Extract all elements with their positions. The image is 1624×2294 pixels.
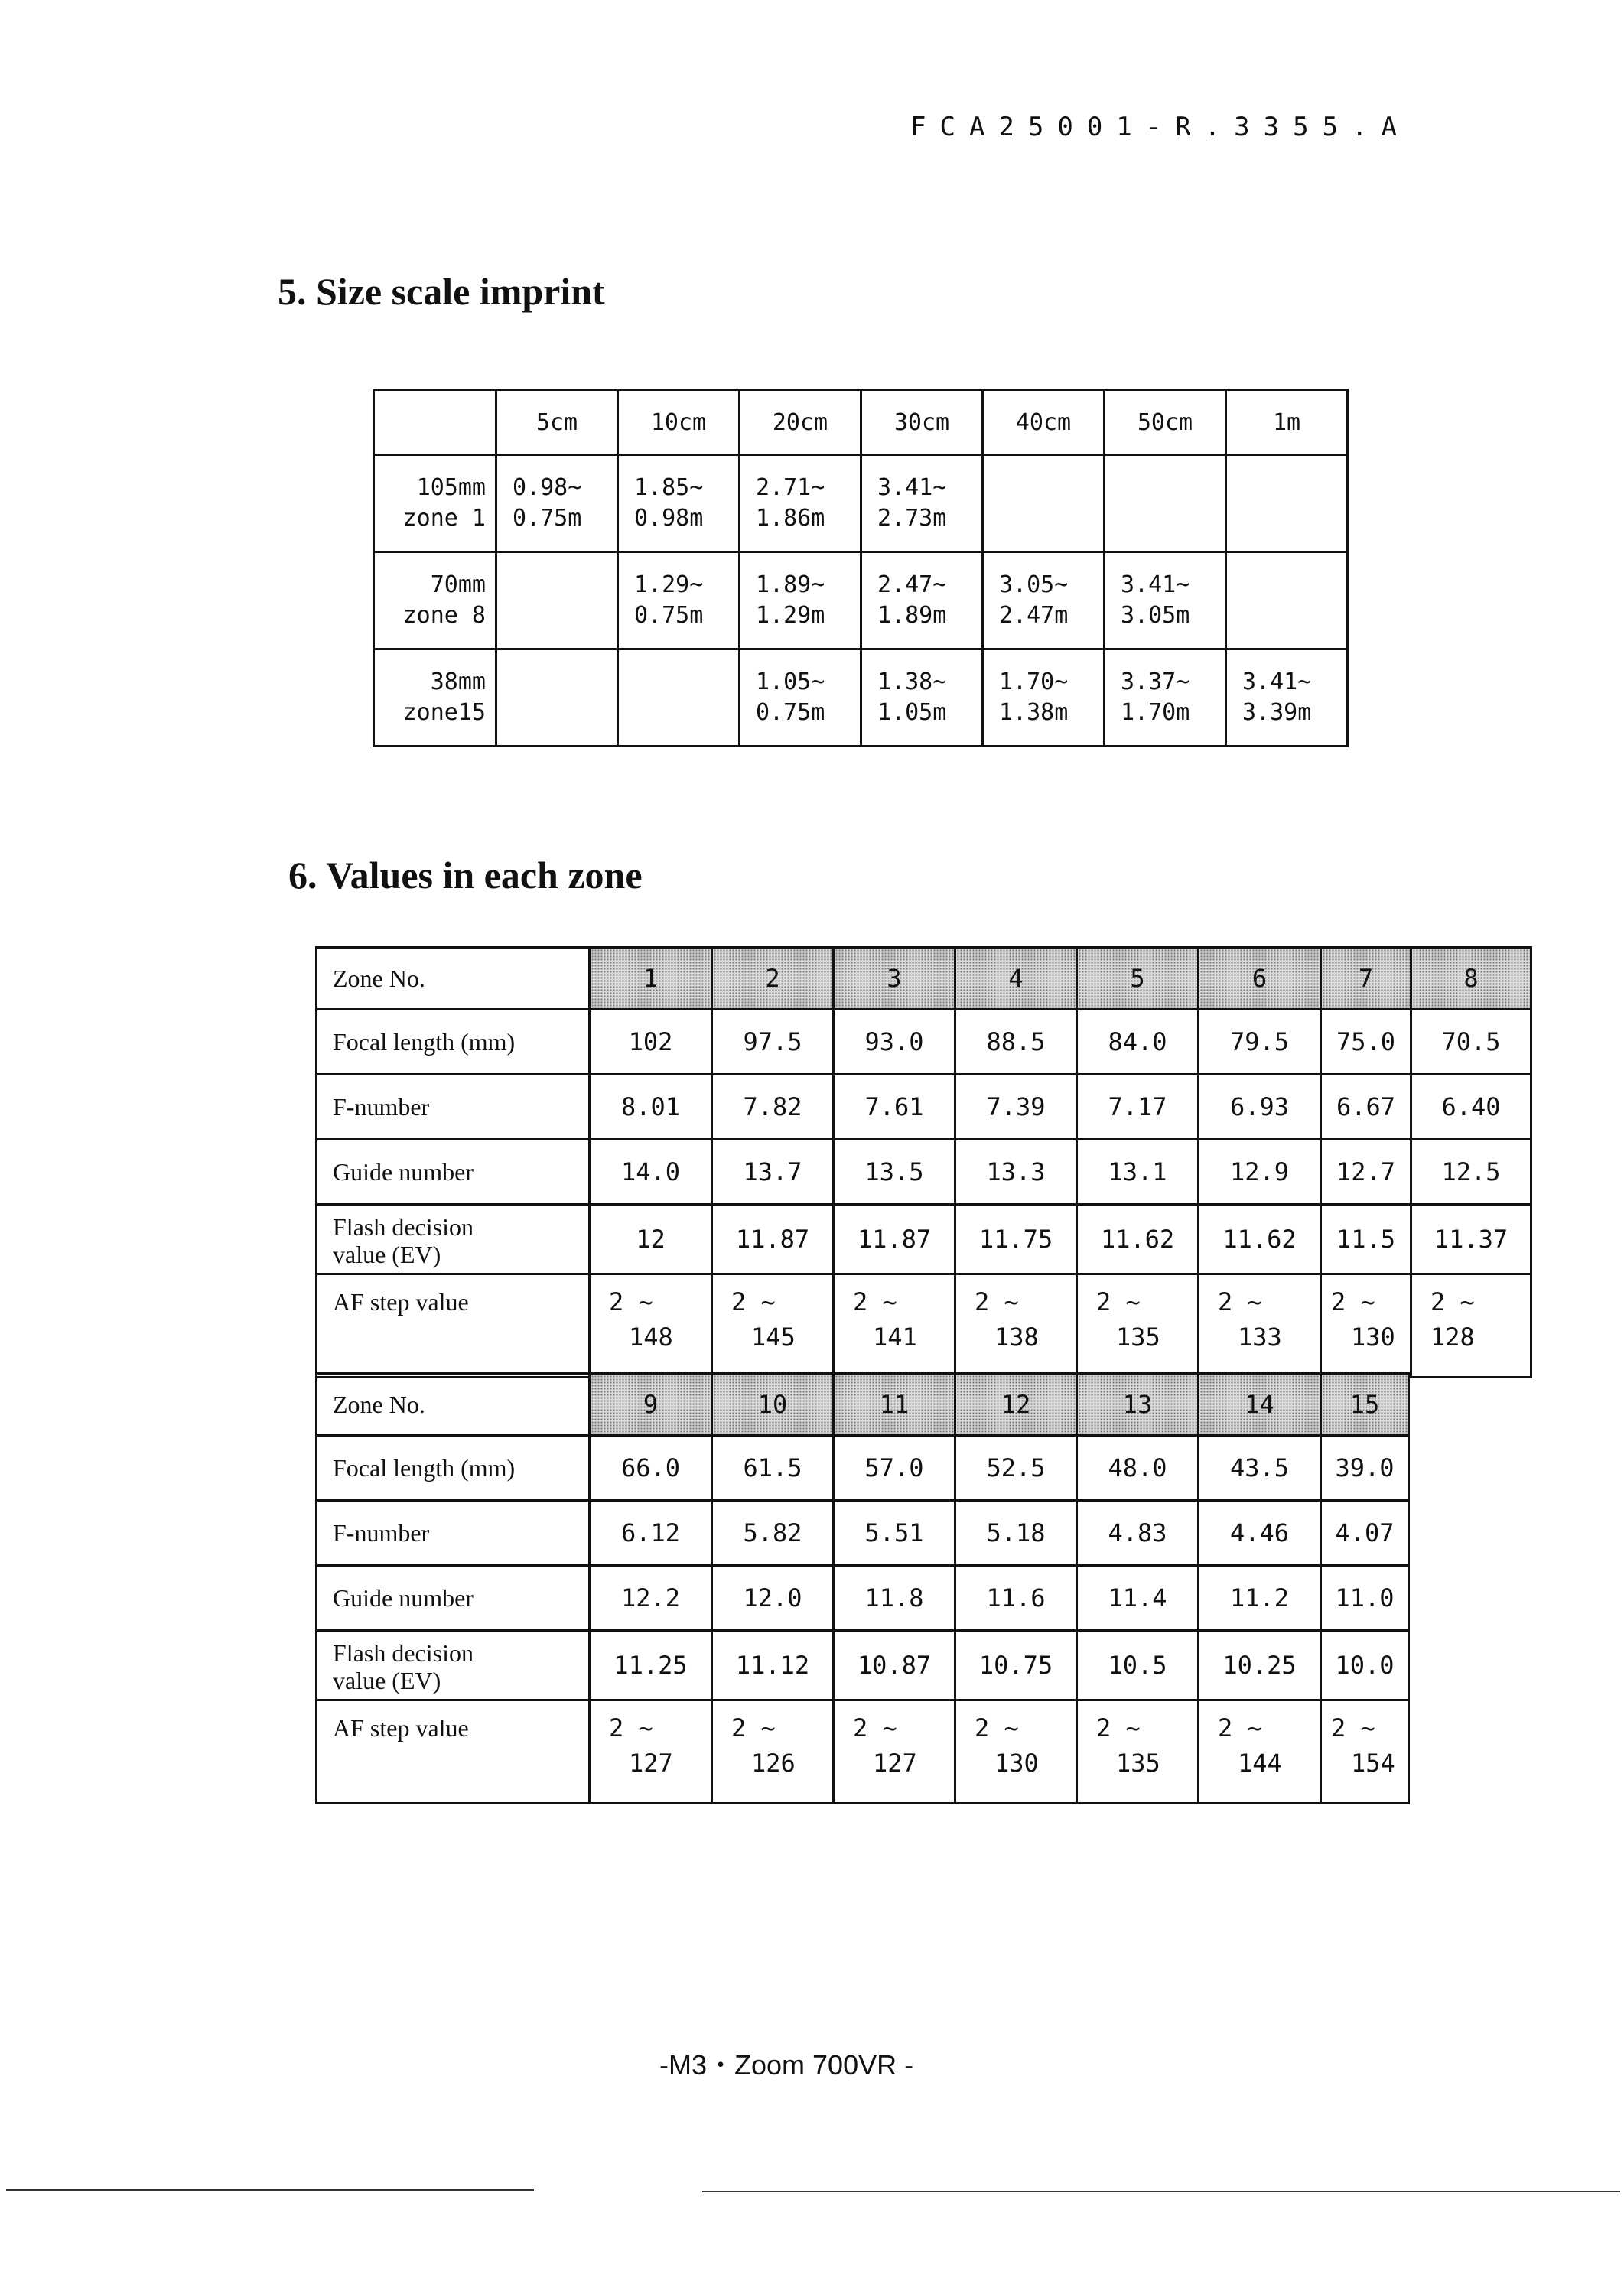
guide-number-cell: 11.6 [955,1566,1077,1631]
size-cell: 3.41~ 3.05m [1105,552,1226,649]
guide-number-row [317,1140,1531,1205]
size-col-header [374,390,496,455]
f-number-row [317,1501,1409,1566]
focal-length-cell: 97.5 [712,1010,834,1075]
flash-decision-label: Flash decision value (EV) [317,1631,590,1700]
af-step-cell: 2 ~ 145 [712,1274,834,1378]
flash-decision-cell: 11.75 [955,1205,1077,1274]
size-table-header-row [374,390,1348,455]
size-cell: 1.89~ 1.29m [740,552,861,649]
guide-number-cell: 12.2 [590,1566,712,1631]
focal-length-cell: 48.0 [1077,1436,1199,1501]
size-cell [983,455,1105,552]
guide-number-cell: 13.3 [955,1140,1077,1205]
focal-length-cell: 88.5 [955,1010,1077,1075]
f-number-row [317,1075,1531,1140]
f-number-cell: 4.83 [1077,1501,1199,1566]
guide-number-cell: 11.0 [1321,1566,1409,1631]
f-number-label: F-number [317,1075,590,1140]
f-number-cell: 4.46 [1199,1501,1321,1566]
size-cell [1226,455,1348,552]
f-number-cell: 6.67 [1321,1075,1411,1140]
f-number-cell: 5.51 [834,1501,955,1566]
af-step-cell: 2 ~ 126 [712,1700,834,1804]
focal-length-cell: 43.5 [1199,1436,1321,1501]
af-step-cell: 2 ~ 148 [590,1274,712,1378]
size-cell [496,649,618,747]
af-step-label: AF step value [317,1700,590,1804]
f-number-cell: 5.18 [955,1501,1077,1566]
focal-length-cell: 66.0 [590,1436,712,1501]
flash-decision-row [317,1205,1531,1274]
focal-length-row [317,1436,1409,1501]
flash-decision-cell: 10.0 [1321,1631,1409,1700]
flash-decision-cell: 11.87 [712,1205,834,1274]
zone-no-label: Zone No. [317,948,590,1010]
f-number-cell: 6.40 [1411,1075,1531,1140]
size-cell: 3.41~ 2.73m [861,455,983,552]
size-table-row-38mm [374,649,1348,747]
flash-decision-cell: 10.87 [834,1631,955,1700]
size-row-label: 70mm zone 8 [374,552,496,649]
af-step-label: AF step value [317,1274,590,1378]
af-step-cell: 2 ~ 154 [1321,1700,1409,1804]
flash-decision-cell: 11.37 [1411,1205,1531,1274]
size-row-label: 105mm zone 1 [374,455,496,552]
guide-number-cell: 11.2 [1199,1566,1321,1631]
flash-decision-cell: 11.5 [1321,1205,1411,1274]
focal-length-cell: 39.0 [1321,1436,1409,1501]
size-cell: 2.71~ 1.86m [740,455,861,552]
zone-number-cell: 5 [1077,948,1199,1010]
size-table-row-105mm [374,455,1348,552]
guide-number-label: Guide number [317,1566,590,1631]
size-cell: 1.38~ 1.05m [861,649,983,747]
focal-length-cell: 93.0 [834,1010,955,1075]
size-cell: 3.37~ 1.70m [1105,649,1226,747]
af-step-cell: 2 ~ 135 [1077,1274,1199,1378]
af-step-cell: 2 ~ 138 [955,1274,1077,1378]
flash-decision-cell: 10.25 [1199,1631,1321,1700]
zone-number-cell: 10 [712,1374,834,1436]
af-step-cell: 2 ~ 127 [834,1700,955,1804]
zone-number-cell: 11 [834,1374,955,1436]
zone-number-cell: 7 [1321,948,1411,1010]
zone-number-cell: 14 [1199,1374,1321,1436]
size-cell: 1.85~ 0.98m [618,455,740,552]
size-cell: 1.05~ 0.75m [740,649,861,747]
zone-number-cell: 4 [955,948,1077,1010]
zone-number-cell: 2 [712,948,834,1010]
focal-length-cell: 70.5 [1411,1010,1531,1075]
focal-length-cell: 52.5 [955,1436,1077,1501]
size-col-header: 20cm [740,390,861,455]
zone-number-cell: 8 [1411,948,1531,1010]
size-cell: 3.05~ 2.47m [983,552,1105,649]
af-step-cell: 2 ~ 141 [834,1274,955,1378]
size-cell [1105,455,1226,552]
f-number-cell: 6.93 [1199,1075,1321,1140]
guide-number-cell: 12.5 [1411,1140,1531,1205]
focal-length-cell: 61.5 [712,1436,834,1501]
f-number-cell: 8.01 [590,1075,712,1140]
guide-number-cell: 13.5 [834,1140,955,1205]
size-col-header: 40cm [983,390,1105,455]
af-step-cell: 2 ~ 130 [955,1700,1077,1804]
guide-number-cell: 12.0 [712,1566,834,1631]
af-step-cell: 2 ~ 130 [1321,1274,1411,1378]
zone-number-cell: 9 [590,1374,712,1436]
f-number-label: F-number [317,1501,590,1566]
flash-decision-cell: 11.12 [712,1631,834,1700]
guide-number-cell: 14.0 [590,1140,712,1205]
section-6-heading: 6. Values in each zone [288,854,643,896]
flash-decision-cell: 11.62 [1077,1205,1199,1274]
f-number-cell: 7.61 [834,1075,955,1140]
size-table-row-70mm [374,552,1348,649]
flash-decision-row [317,1631,1409,1700]
size-col-header: 30cm [861,390,983,455]
focal-length-cell: 102 [590,1010,712,1075]
af-step-cell: 2 ~ 144 [1199,1700,1321,1804]
zone-number-row [317,1374,1409,1436]
size-cell: 2.47~ 1.89m [861,552,983,649]
f-number-cell: 7.82 [712,1075,834,1140]
flash-decision-cell: 11.25 [590,1631,712,1700]
size-row-label: 38mm zone15 [374,649,496,747]
af-step-row [317,1700,1409,1804]
focal-length-cell: 75.0 [1321,1010,1411,1075]
focal-length-label: Focal length (mm) [317,1436,590,1501]
flash-decision-cell: 10.75 [955,1631,1077,1700]
size-cell: 1.29~ 0.75m [618,552,740,649]
af-step-cell: 2 ~ 128 [1411,1274,1531,1378]
f-number-cell: 7.39 [955,1075,1077,1140]
af-step-cell: 2 ~ 135 [1077,1700,1199,1804]
af-step-cell: 2 ~ 127 [590,1700,712,1804]
zone-number-cell: 3 [834,948,955,1010]
guide-number-cell: 12.7 [1321,1140,1411,1205]
zone-number-cell: 13 [1077,1374,1199,1436]
size-col-header: 10cm [618,390,740,455]
flash-decision-cell: 11.87 [834,1205,955,1274]
zone-no-label: Zone No. [317,1374,590,1436]
zone-number-cell: 15 [1321,1374,1409,1436]
size-cell: 0.98~ 0.75m [496,455,618,552]
flash-decision-label: Flash decision value (EV) [317,1205,590,1274]
zone-number-row [317,948,1531,1010]
size-cell [1226,552,1348,649]
page-footer: -M3・Zoom 700VR - [659,2049,914,2081]
bottom-rule-left [6,2189,534,2191]
guide-number-cell: 11.8 [834,1566,955,1631]
size-cell: 1.70~ 1.38m [983,649,1105,747]
f-number-cell: 7.17 [1077,1075,1199,1140]
focal-length-row [317,1010,1531,1075]
flash-decision-cell: 12 [590,1205,712,1274]
zone-table-1 [315,946,1532,1378]
af-step-cell: 2 ~ 133 [1199,1274,1321,1378]
size-cell [496,552,618,649]
size-scale-table [373,389,1349,747]
size-cell [618,649,740,747]
zone-number-cell: 6 [1199,948,1321,1010]
guide-number-cell: 13.7 [712,1140,834,1205]
focal-length-cell: 79.5 [1199,1010,1321,1075]
guide-number-cell: 12.9 [1199,1140,1321,1205]
size-col-header: 50cm [1105,390,1226,455]
focal-length-cell: 57.0 [834,1436,955,1501]
f-number-cell: 6.12 [590,1501,712,1566]
size-col-header: 5cm [496,390,618,455]
guide-number-cell: 13.1 [1077,1140,1199,1205]
f-number-cell: 5.82 [712,1501,834,1566]
af-step-row [317,1274,1531,1378]
guide-number-row [317,1566,1409,1631]
zone-number-cell: 12 [955,1374,1077,1436]
document-id: FCA25001-R.3355.A [910,112,1411,142]
f-number-cell: 4.07 [1321,1501,1409,1566]
zone-number-cell: 1 [590,948,712,1010]
section-5-heading: 5. Size scale imprint [278,270,605,313]
guide-number-cell: 11.4 [1077,1566,1199,1631]
size-col-header: 1m [1226,390,1348,455]
size-cell: 3.41~ 3.39m [1226,649,1348,747]
flash-decision-cell: 11.62 [1199,1205,1321,1274]
focal-length-cell: 84.0 [1077,1010,1199,1075]
guide-number-label: Guide number [317,1140,590,1205]
flash-decision-cell: 10.5 [1077,1631,1199,1700]
bottom-rule-right [702,2191,1620,2192]
focal-length-label: Focal length (mm) [317,1010,590,1075]
zone-table-2 [315,1372,1410,1804]
